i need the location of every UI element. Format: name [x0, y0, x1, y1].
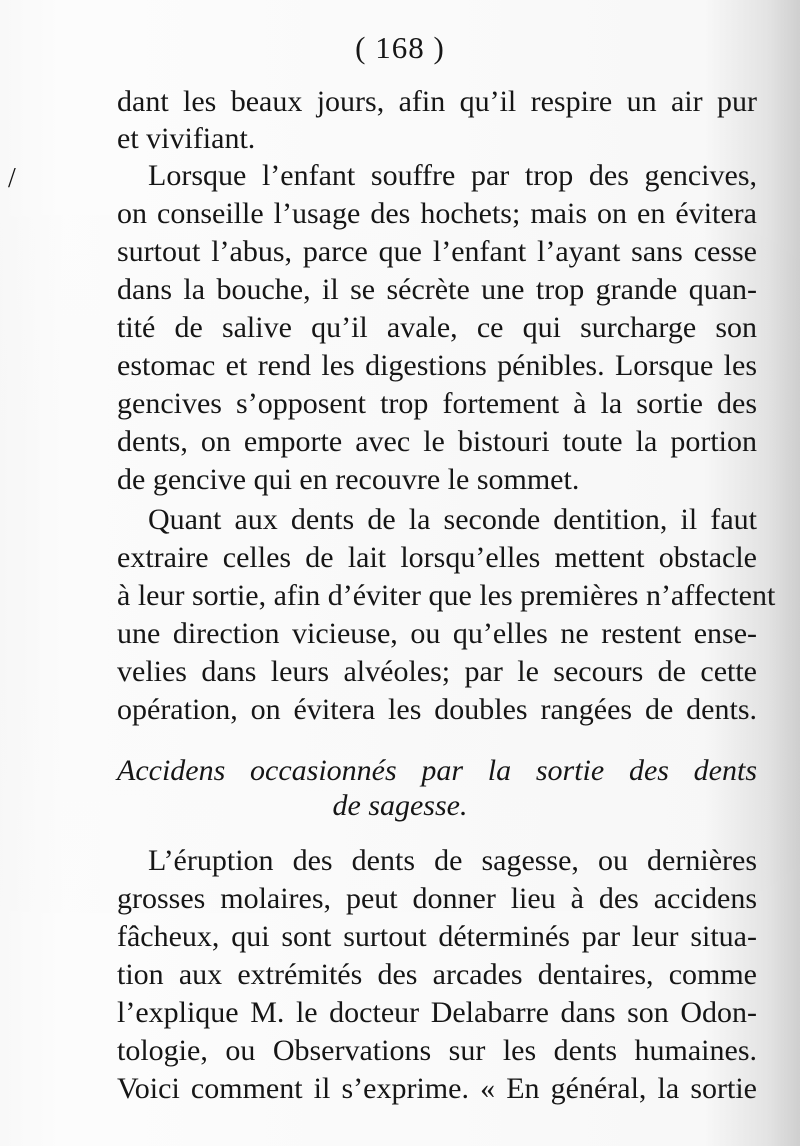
margin-mark: / [8, 163, 16, 194]
text-line: Voici comment il s’exprime. « En général, la sortie [117, 1072, 757, 1105]
text-line: Lorsque l’enfant souffre par trop des gencives, [148, 159, 757, 192]
text-line: dant les beaux jours, afin qu’il respire un air pur [117, 85, 757, 118]
text-line: dans la bouche, il se sécrète une trop grande quan- [117, 273, 757, 306]
page-number: ( 168 ) [355, 30, 445, 65]
text-line: à leur sortie, afin d’éviter que les premières n’affectent [117, 579, 776, 612]
text-line: tité de salive qu’il avale, ce qui surcharge son [117, 311, 757, 344]
text-line: surtout l’abus, parce que l’enfant l’ayant sans cesse [117, 235, 757, 268]
text-line: une direction vicieuse, ou qu’elles ne restent ense- [117, 617, 757, 650]
text-line: estomac et rend les digestions pénibles. Lorsque les [117, 349, 757, 382]
text-line: opération, on évitera les doubles rangées de dents. [117, 693, 757, 726]
text-line: L’éruption des dents de sagesse, ou dernières [148, 844, 757, 877]
text-line: grosses molaires, peut donner lieu à des accidens [117, 882, 757, 915]
text-line: de gencive qui en recouvre le sommet. [117, 463, 580, 496]
text-line: l’explique M. le docteur Delabarre dans son Odon- [117, 996, 757, 1029]
text-line: et vivifiant. [117, 122, 256, 155]
text-line: tologie, ou Observations sur les dents humaines. [117, 1034, 757, 1067]
text-line: extraire celles de lait lorsqu’elles mettent obstacle [117, 541, 757, 574]
text-line: velies dans leurs alvéoles; par le secours de cette [117, 655, 757, 688]
text-line: gencives s’opposent trop fortement à la sortie des [117, 387, 757, 420]
section-heading: Accidens occasionnés par la sortie des dents [117, 754, 757, 787]
section-heading: de sagesse. [332, 789, 468, 822]
text-line: dents, on emporte avec le bistouri toute la portion [117, 425, 757, 458]
text-line: Quant aux dents de la seconde dentition, il faut [148, 503, 757, 536]
text-line: on conseille l’usage des hochets; mais on en évitera [117, 197, 757, 230]
text-line: fâcheux, qui sont surtout déterminés par leur situa- [117, 920, 757, 953]
text-line: tion aux extrémités des arcades dentaires, comme [117, 958, 757, 991]
